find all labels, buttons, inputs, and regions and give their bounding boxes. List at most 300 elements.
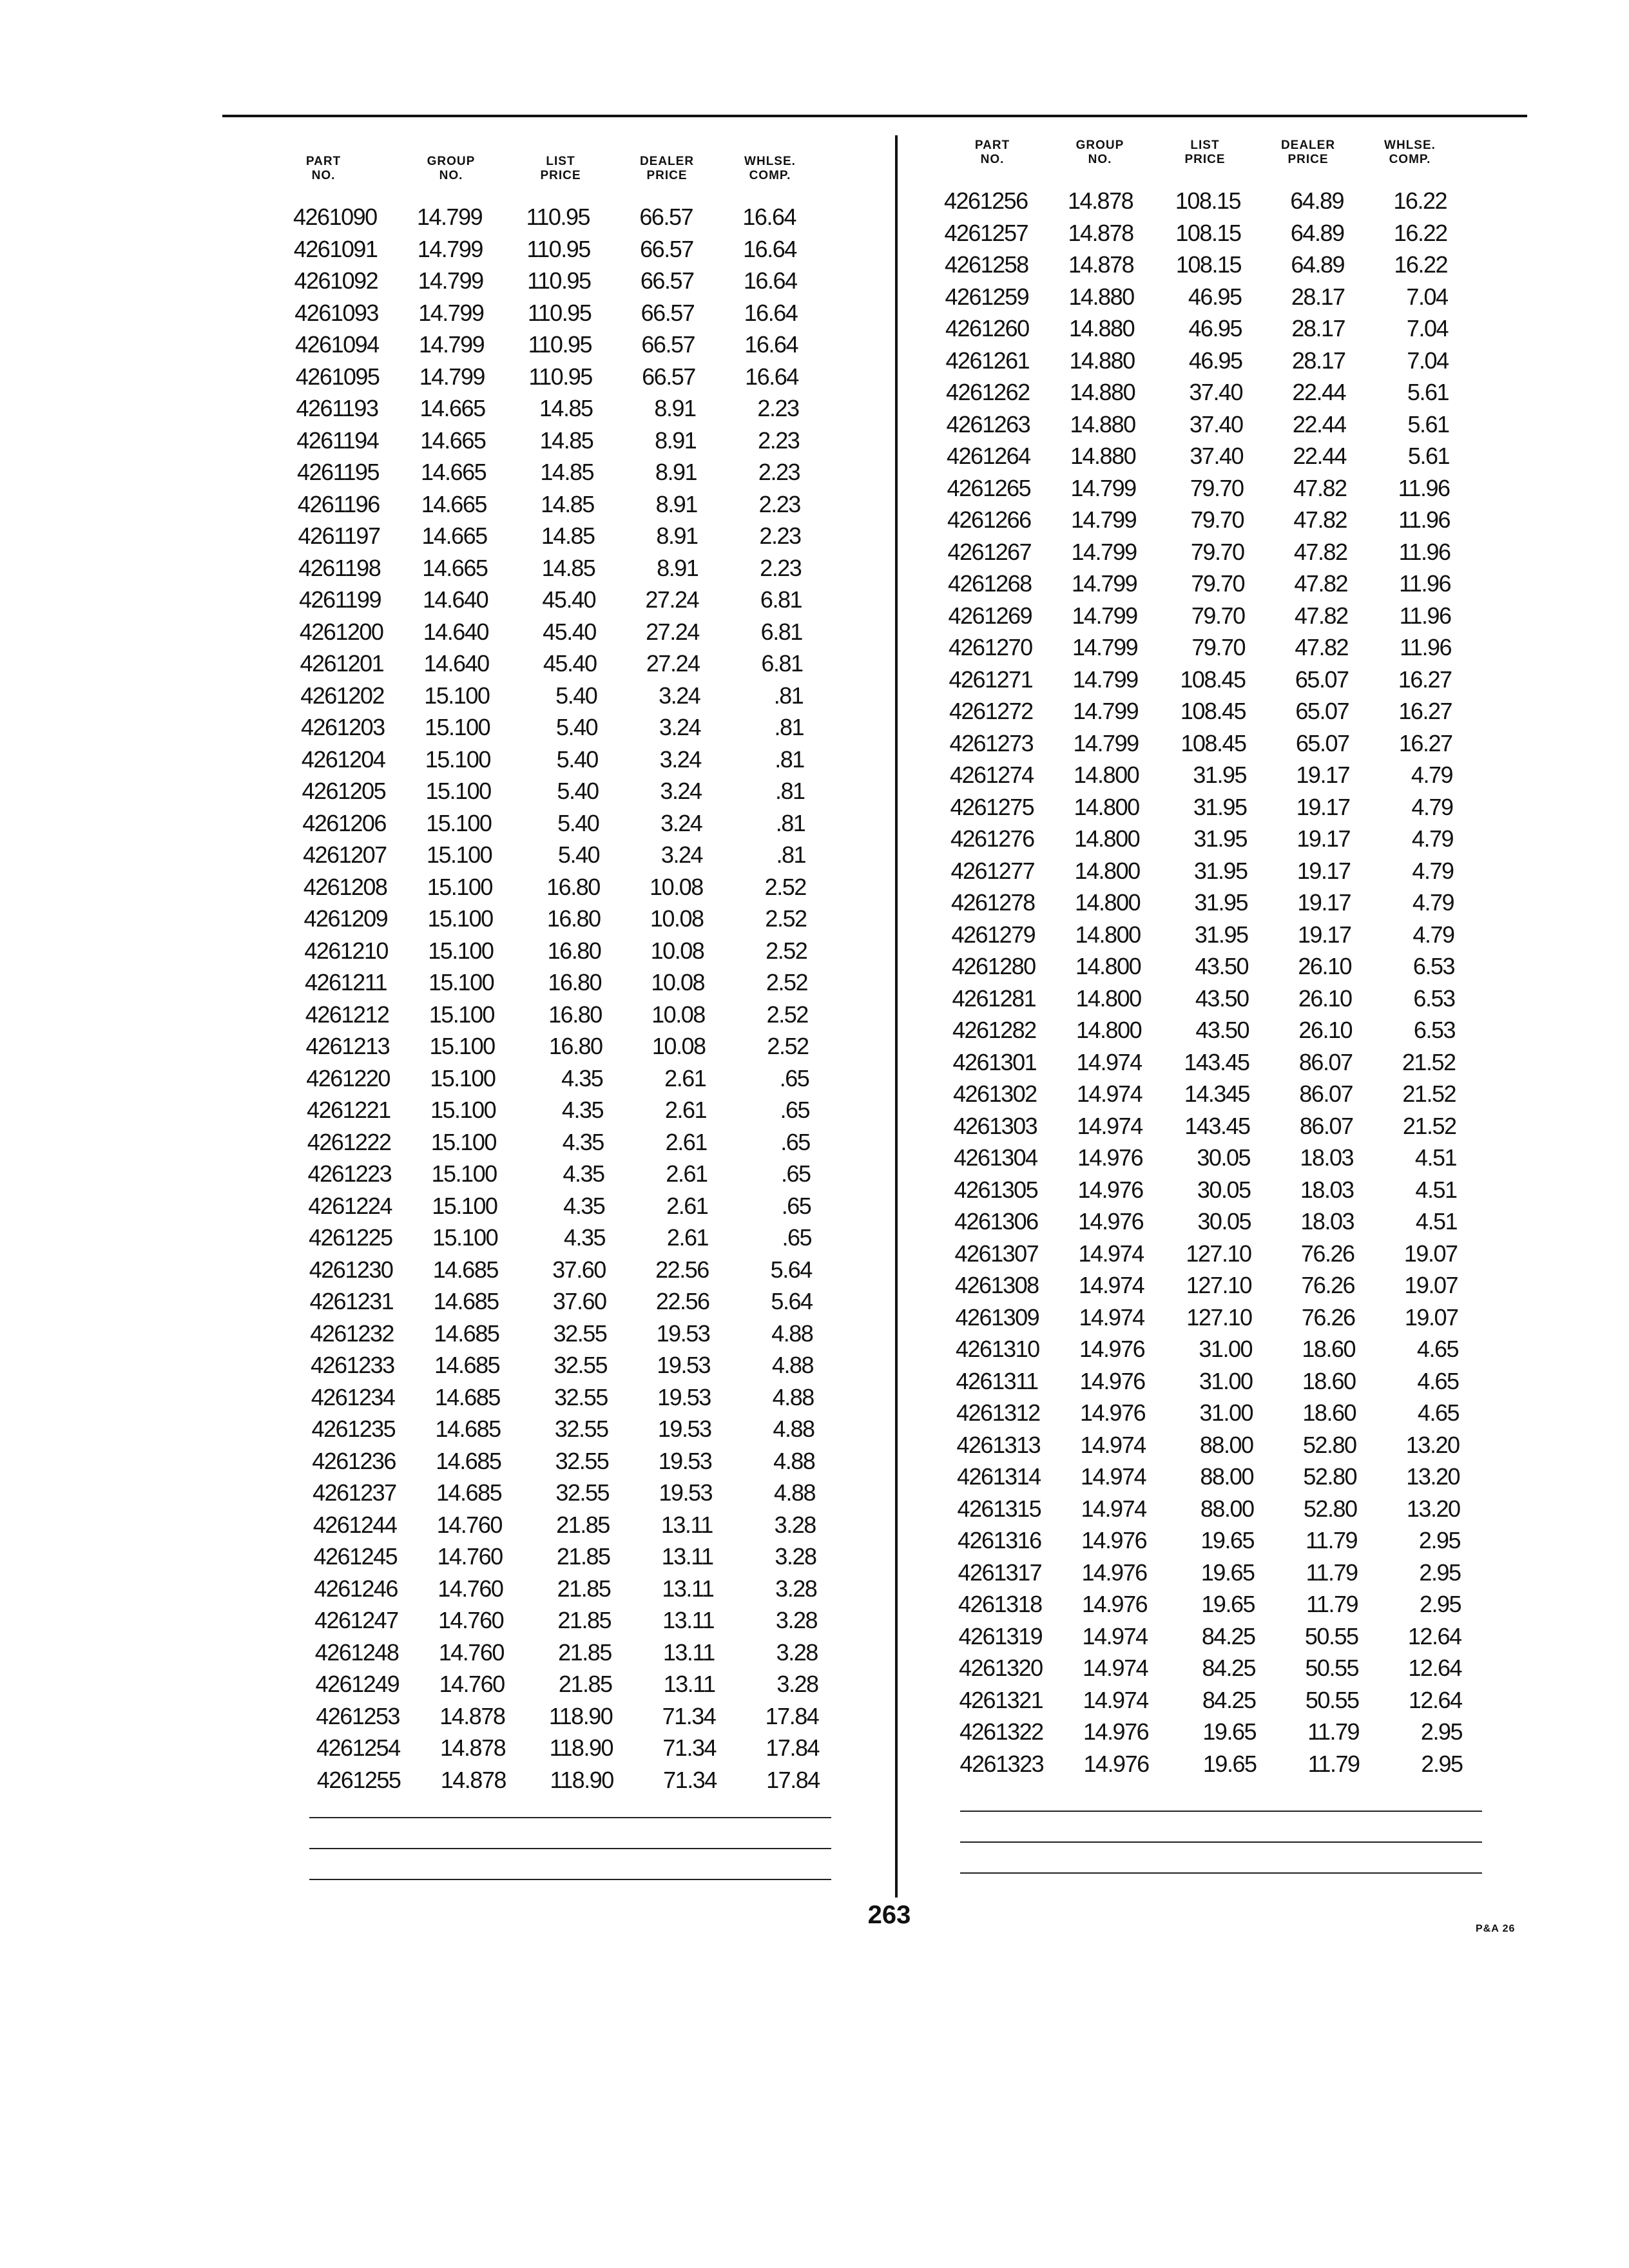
group-no-cell: 14.685 bbox=[434, 1352, 500, 1378]
part-no-cell: 4261317 bbox=[958, 1559, 1042, 1586]
table-row bbox=[952, 950, 1506, 983]
table-row bbox=[297, 456, 851, 488]
whlse-comp-cell: 21.52 bbox=[1402, 1081, 1456, 1107]
table-row bbox=[956, 1302, 1510, 1334]
table-row bbox=[300, 616, 854, 648]
dealer-price-cell: 19.53 bbox=[657, 1383, 711, 1410]
list-price-cell: 118.90 bbox=[550, 1766, 613, 1793]
whlse-comp-cell: 2.95 bbox=[1420, 1718, 1462, 1745]
list-price-cell: 37.40 bbox=[1189, 410, 1243, 437]
part-no-cell: 4261232 bbox=[310, 1320, 394, 1347]
table-row bbox=[302, 775, 856, 807]
dealer-price-cell: 66.57 bbox=[639, 204, 693, 230]
list-price-cell: 4.35 bbox=[563, 1224, 605, 1251]
header-whlse-comp: WHLSE. COMP. bbox=[744, 155, 796, 182]
whlse-comp-cell: 16.64 bbox=[743, 267, 797, 294]
left-price-table bbox=[293, 155, 847, 1796]
whlse-comp-cell: 12.64 bbox=[1408, 1655, 1461, 1681]
part-no-cell: 4261197 bbox=[298, 523, 380, 549]
dealer-price-cell: 19.53 bbox=[658, 1447, 712, 1474]
list-price-cell: 108.45 bbox=[1181, 729, 1246, 756]
list-price-cell: 79.70 bbox=[1191, 634, 1245, 660]
whlse-comp-cell: .81 bbox=[776, 841, 805, 868]
table-row bbox=[313, 1509, 867, 1541]
dealer-price-cell: 2.61 bbox=[664, 1097, 706, 1123]
part-no-cell: 4261204 bbox=[301, 745, 385, 773]
table-row bbox=[958, 1588, 1512, 1620]
dealer-price-cell: 26.10 bbox=[1298, 985, 1352, 1012]
list-price-cell: 19.65 bbox=[1202, 1750, 1257, 1777]
list-price-cell: 32.55 bbox=[555, 1479, 609, 1506]
part-no-cell: 4261308 bbox=[955, 1272, 1039, 1298]
header-part-no: PART NO. bbox=[305, 155, 342, 182]
table-row bbox=[947, 472, 1501, 505]
whlse-comp-cell: 4.88 bbox=[772, 1383, 814, 1410]
part-no-cell: 4261281 bbox=[952, 985, 1036, 1012]
part-no-cell: 4261254 bbox=[316, 1735, 400, 1761]
part-no-cell: 4261273 bbox=[949, 729, 1034, 756]
list-price-cell: 4.35 bbox=[561, 1097, 603, 1123]
list-price-cell: 32.55 bbox=[554, 1383, 608, 1410]
dealer-price-cell: 2.61 bbox=[666, 1192, 708, 1219]
group-no-cell: 14.974 bbox=[1080, 1431, 1146, 1458]
list-price-cell: 30.05 bbox=[1197, 1144, 1250, 1171]
whlse-comp-cell: 4.79 bbox=[1411, 762, 1452, 788]
table-row bbox=[948, 536, 1502, 568]
part-no-cell: 4261311 bbox=[956, 1367, 1038, 1394]
group-no-cell: 14.976 bbox=[1077, 1176, 1143, 1203]
group-no-cell: 14.799 bbox=[1072, 570, 1137, 597]
whlse-comp-cell: 5.61 bbox=[1407, 443, 1449, 469]
dealer-price-cell: 18.03 bbox=[1300, 1208, 1354, 1235]
part-no-cell: 4261301 bbox=[952, 1048, 1037, 1075]
group-no-cell: 14.878 bbox=[1068, 219, 1133, 246]
part-no-cell: 4261233 bbox=[311, 1352, 394, 1378]
dealer-price-cell: 11.79 bbox=[1306, 1527, 1357, 1553]
dealer-price-cell: 18.60 bbox=[1302, 1367, 1356, 1394]
whlse-comp-cell: 4.65 bbox=[1416, 1336, 1458, 1362]
dealer-price-cell: 18.60 bbox=[1302, 1399, 1356, 1426]
dealer-price-cell: 76.26 bbox=[1301, 1272, 1354, 1298]
dealer-price-cell: 71.34 bbox=[662, 1735, 716, 1761]
dealer-price-cell: 66.57 bbox=[641, 299, 695, 326]
list-price-cell: 43.50 bbox=[1195, 953, 1248, 979]
dealer-price-cell: 22.56 bbox=[655, 1256, 709, 1283]
part-no-cell: 4261319 bbox=[958, 1622, 1043, 1649]
dealer-price-cell: 22.44 bbox=[1293, 443, 1346, 469]
group-no-cell: 14.800 bbox=[1074, 825, 1140, 852]
part-no-cell: 4261261 bbox=[945, 347, 1030, 374]
group-no-cell: 14.760 bbox=[436, 1511, 502, 1538]
part-no-cell: 4261269 bbox=[948, 602, 1032, 629]
part-no-cell: 4261237 bbox=[313, 1479, 396, 1506]
table-row bbox=[945, 281, 1499, 313]
part-no-cell: 4261244 bbox=[313, 1511, 397, 1538]
dealer-price-cell: 71.34 bbox=[662, 1702, 716, 1729]
list-price-cell: 110.95 bbox=[528, 331, 592, 358]
part-no-cell: 4261320 bbox=[959, 1655, 1043, 1681]
dealer-price-cell: 18.03 bbox=[1300, 1176, 1354, 1203]
table-row bbox=[954, 1206, 1509, 1238]
list-price-cell: 31.95 bbox=[1193, 793, 1247, 820]
dealer-price-cell: 22.56 bbox=[655, 1288, 709, 1314]
whlse-comp-cell: 12.64 bbox=[1407, 1622, 1461, 1649]
table-row bbox=[314, 1604, 869, 1637]
group-no-cell: 15.100 bbox=[430, 1064, 496, 1091]
dealer-price-cell: 52.80 bbox=[1302, 1431, 1356, 1458]
list-price-cell: 37.40 bbox=[1190, 443, 1243, 469]
whlse-comp-cell: 5.61 bbox=[1407, 410, 1449, 437]
list-price-cell: 21.85 bbox=[557, 1575, 611, 1602]
part-no-cell: 4261271 bbox=[949, 666, 1033, 693]
list-price-cell: 46.95 bbox=[1188, 315, 1242, 341]
group-no-cell: 14.799 bbox=[1072, 602, 1137, 629]
whlse-comp-cell: 6.53 bbox=[1413, 985, 1455, 1012]
whlse-comp-cell: 16.27 bbox=[1398, 698, 1452, 724]
table-row bbox=[307, 1126, 862, 1158]
table-row bbox=[298, 552, 853, 584]
dealer-price-cell: 19.17 bbox=[1296, 857, 1351, 884]
group-no-cell: 14.800 bbox=[1074, 793, 1139, 820]
right-table-header bbox=[944, 139, 1498, 185]
whlse-comp-cell: 13.20 bbox=[1405, 1431, 1460, 1458]
part-no-cell: 4261234 bbox=[311, 1383, 395, 1410]
whlse-comp-cell: 2.23 bbox=[757, 395, 799, 421]
part-no-cell: 4261206 bbox=[302, 809, 386, 836]
part-no-cell: 4261274 bbox=[950, 762, 1034, 788]
whlse-comp-cell: .65 bbox=[782, 1224, 811, 1251]
table-row bbox=[946, 376, 1500, 408]
left-table-body bbox=[293, 201, 847, 1796]
table-row bbox=[300, 648, 854, 680]
group-no-cell: 14.976 bbox=[1079, 1367, 1145, 1394]
list-price-cell: 21.85 bbox=[556, 1511, 610, 1538]
dealer-price-cell: 47.82 bbox=[1293, 506, 1347, 533]
part-no-cell: 4261220 bbox=[306, 1064, 390, 1091]
list-price-cell: 5.40 bbox=[555, 714, 597, 740]
list-price-cell: 4.35 bbox=[561, 1064, 603, 1091]
group-no-cell: 14.800 bbox=[1075, 985, 1141, 1012]
dealer-price-cell: 3.24 bbox=[660, 841, 702, 868]
group-no-cell: 14.665 bbox=[421, 490, 487, 517]
dealer-price-cell: 11.79 bbox=[1307, 1718, 1359, 1745]
group-no-cell: 14.799 bbox=[1073, 729, 1139, 756]
dealer-price-cell: 2.61 bbox=[665, 1128, 707, 1155]
whlse-comp-cell: 12.64 bbox=[1408, 1686, 1462, 1713]
part-no-cell: 4261230 bbox=[309, 1256, 393, 1283]
whlse-comp-cell: 5.64 bbox=[770, 1256, 812, 1283]
whlse-comp-cell: 16.64 bbox=[743, 235, 796, 262]
group-no-cell: 14.640 bbox=[423, 650, 489, 677]
part-no-cell: 4261193 bbox=[296, 395, 378, 421]
group-no-cell: 15.100 bbox=[427, 841, 492, 868]
table-row bbox=[955, 1238, 1509, 1270]
whlse-comp-cell: 4.79 bbox=[1412, 921, 1454, 948]
blank-entry-line bbox=[960, 1841, 1482, 1843]
table-row bbox=[315, 1637, 869, 1669]
whlse-comp-cell: 2.23 bbox=[760, 554, 802, 581]
group-no-cell: 15.100 bbox=[428, 937, 494, 964]
whlse-comp-cell: 6.53 bbox=[1412, 953, 1454, 979]
part-no-cell: 4261207 bbox=[303, 841, 387, 868]
group-no-cell: 14.760 bbox=[437, 1543, 503, 1570]
table-row bbox=[955, 1269, 1509, 1302]
group-no-cell: 14.799 bbox=[1071, 538, 1137, 565]
list-price-cell: 88.00 bbox=[1200, 1495, 1254, 1522]
table-row bbox=[960, 1748, 1514, 1780]
part-no-cell: 4261266 bbox=[947, 506, 1031, 533]
table-row bbox=[956, 1365, 1510, 1398]
list-price-cell: 118.90 bbox=[548, 1702, 613, 1729]
table-row bbox=[298, 488, 852, 521]
table-row bbox=[310, 1318, 864, 1350]
part-no-cell: 4261205 bbox=[302, 778, 386, 804]
whlse-comp-cell: 17.84 bbox=[765, 1702, 819, 1729]
part-no-cell: 4261318 bbox=[958, 1591, 1042, 1617]
header-dealer-price: DEALER PRICE bbox=[1280, 139, 1336, 166]
dealer-price-cell: 86.07 bbox=[1299, 1081, 1353, 1107]
list-price-cell: 14.345 bbox=[1184, 1081, 1249, 1107]
dealer-price-cell: 10.08 bbox=[650, 937, 704, 964]
table-row bbox=[311, 1349, 865, 1381]
whlse-comp-cell: 16.64 bbox=[744, 299, 798, 326]
part-no-cell: 4261221 bbox=[307, 1097, 390, 1123]
whlse-comp-cell: 2.52 bbox=[764, 873, 806, 900]
list-price-cell: 110.95 bbox=[526, 204, 590, 230]
dealer-price-cell: 50.55 bbox=[1304, 1622, 1358, 1649]
group-no-cell: 14.799 bbox=[1071, 506, 1137, 533]
part-no-cell: 4261210 bbox=[304, 937, 388, 964]
dealer-price-cell: 47.82 bbox=[1293, 538, 1347, 565]
table-row bbox=[944, 185, 1498, 217]
dealer-price-cell: 65.07 bbox=[1295, 666, 1349, 693]
group-no-cell: 15.100 bbox=[425, 714, 490, 740]
list-price-cell: 5.40 bbox=[557, 778, 599, 804]
table-row bbox=[959, 1652, 1513, 1684]
group-no-cell: 15.100 bbox=[429, 1001, 494, 1028]
group-no-cell: 14.880 bbox=[1070, 379, 1135, 405]
table-row bbox=[296, 425, 851, 457]
part-no-cell: 4261313 bbox=[956, 1431, 1041, 1458]
part-no-cell: 4261309 bbox=[955, 1303, 1039, 1331]
table-row bbox=[306, 1062, 860, 1095]
whlse-comp-cell: 3.28 bbox=[776, 1671, 818, 1697]
part-no-cell: 4261224 bbox=[308, 1192, 392, 1219]
part-no-cell: 4261200 bbox=[299, 618, 383, 645]
whlse-comp-cell: 16.22 bbox=[1393, 219, 1447, 246]
whlse-comp-cell: .81 bbox=[775, 745, 804, 773]
list-price-cell: 108.15 bbox=[1175, 219, 1241, 246]
table-row bbox=[959, 1684, 1514, 1716]
whlse-comp-cell: 4.79 bbox=[1411, 825, 1453, 852]
table-row bbox=[304, 935, 858, 967]
table-row bbox=[951, 855, 1505, 887]
dealer-price-cell: 65.07 bbox=[1295, 729, 1349, 756]
whlse-comp-cell: 16.64 bbox=[742, 204, 796, 230]
list-price-cell: 84.25 bbox=[1202, 1655, 1255, 1681]
part-no-cell: 4261322 bbox=[959, 1718, 1043, 1745]
list-price-cell: 31.95 bbox=[1193, 762, 1246, 788]
dealer-price-cell: 47.82 bbox=[1295, 634, 1348, 660]
whlse-comp-cell: .65 bbox=[780, 1128, 810, 1155]
whlse-comp-cell: 11.96 bbox=[1398, 474, 1450, 501]
whlse-comp-cell: .81 bbox=[774, 714, 804, 740]
group-no-cell: 15.100 bbox=[424, 682, 490, 709]
whlse-comp-cell: 4.88 bbox=[773, 1447, 815, 1474]
list-price-cell: 88.00 bbox=[1200, 1463, 1253, 1490]
group-no-cell: 14.685 bbox=[435, 1416, 501, 1442]
table-row bbox=[948, 568, 1502, 600]
group-no-cell: 14.880 bbox=[1069, 315, 1135, 341]
whlse-comp-cell: 16.64 bbox=[745, 363, 798, 390]
group-no-cell: 14.880 bbox=[1070, 410, 1135, 437]
list-price-cell: 31.95 bbox=[1194, 889, 1248, 916]
dealer-price-cell: 66.57 bbox=[641, 331, 695, 358]
part-no-cell: 4261195 bbox=[297, 459, 379, 485]
dealer-price-cell: 8.91 bbox=[655, 490, 697, 517]
list-price-cell: 45.40 bbox=[543, 650, 597, 677]
list-price-cell: 46.95 bbox=[1188, 347, 1242, 374]
dealer-price-cell: 10.08 bbox=[651, 1001, 705, 1028]
whlse-comp-cell: 4.79 bbox=[1412, 857, 1454, 884]
whlse-comp-cell: 2.95 bbox=[1419, 1559, 1461, 1586]
group-no-cell: 15.100 bbox=[431, 1160, 497, 1187]
dealer-price-cell: 3.24 bbox=[659, 714, 700, 740]
table-row bbox=[312, 1445, 866, 1477]
group-no-cell: 14.665 bbox=[421, 523, 487, 549]
list-price-cell: 127.10 bbox=[1186, 1303, 1252, 1331]
whlse-comp-cell: 2.52 bbox=[766, 1001, 808, 1028]
group-no-cell: 15.100 bbox=[429, 969, 494, 995]
left-table-header bbox=[293, 155, 847, 201]
table-row bbox=[299, 584, 853, 616]
table-row bbox=[305, 966, 859, 999]
part-no-cell: 4261262 bbox=[946, 379, 1030, 405]
dealer-price-cell: 11.79 bbox=[1306, 1591, 1358, 1617]
part-no-cell: 4261199 bbox=[299, 586, 381, 613]
group-no-cell: 14.665 bbox=[419, 395, 485, 421]
dealer-price-cell: 8.91 bbox=[655, 427, 697, 454]
list-price-cell: 32.55 bbox=[554, 1416, 608, 1442]
group-no-cell: 14.799 bbox=[1072, 634, 1138, 660]
list-price-cell: 19.65 bbox=[1200, 1527, 1254, 1553]
group-no-cell: 14.974 bbox=[1078, 1240, 1144, 1267]
part-no-cell: 4261302 bbox=[953, 1081, 1037, 1107]
table-row bbox=[301, 711, 855, 744]
list-price-cell: 127.10 bbox=[1186, 1240, 1251, 1267]
group-no-cell: 14.799 bbox=[419, 363, 485, 390]
dealer-price-cell: 8.91 bbox=[656, 523, 698, 549]
whlse-comp-cell: 3.28 bbox=[776, 1639, 818, 1666]
group-no-cell: 15.100 bbox=[430, 1097, 496, 1123]
dealer-price-cell: 28.17 bbox=[1291, 283, 1345, 310]
group-no-cell: 15.100 bbox=[432, 1224, 498, 1251]
whlse-comp-cell: .81 bbox=[775, 809, 805, 836]
whlse-comp-cell: 3.28 bbox=[775, 1607, 817, 1633]
list-price-cell: 5.40 bbox=[557, 809, 599, 836]
list-price-cell: 4.35 bbox=[563, 1160, 604, 1187]
table-row bbox=[314, 1541, 868, 1573]
whlse-comp-cell: 2.23 bbox=[758, 490, 800, 517]
list-price-cell: 46.95 bbox=[1188, 283, 1242, 310]
dealer-price-cell: 3.24 bbox=[660, 809, 702, 836]
whlse-comp-cell: 13.20 bbox=[1406, 1463, 1460, 1490]
part-no-cell: 4261255 bbox=[316, 1766, 401, 1793]
whlse-comp-cell: 21.52 bbox=[1402, 1112, 1456, 1139]
table-row bbox=[302, 807, 856, 840]
table-row bbox=[959, 1716, 1514, 1748]
list-price-cell: 4.35 bbox=[562, 1128, 604, 1155]
table-row bbox=[945, 217, 1499, 249]
part-no-cell: 4261323 bbox=[959, 1750, 1044, 1777]
group-no-cell: 14.880 bbox=[1070, 443, 1136, 469]
dealer-price-cell: 13.11 bbox=[663, 1671, 715, 1697]
group-no-cell: 15.100 bbox=[426, 809, 492, 836]
group-no-cell: 15.100 bbox=[425, 778, 491, 804]
dealer-price-cell: 28.17 bbox=[1291, 315, 1345, 341]
dealer-price-cell: 52.80 bbox=[1303, 1495, 1357, 1522]
group-no-cell: 14.685 bbox=[434, 1383, 500, 1410]
whlse-comp-cell: 16.27 bbox=[1398, 666, 1452, 693]
list-price-cell: 31.00 bbox=[1199, 1336, 1252, 1362]
list-price-cell: 5.40 bbox=[557, 841, 599, 868]
part-no-cell: 4261277 bbox=[950, 857, 1035, 884]
dealer-price-cell: 19.53 bbox=[659, 1479, 712, 1506]
list-price-cell: 79.70 bbox=[1191, 570, 1244, 597]
whlse-comp-cell: 2.95 bbox=[1418, 1527, 1460, 1553]
dealer-price-cell: 8.91 bbox=[657, 554, 699, 581]
group-no-cell: 14.799 bbox=[1072, 666, 1138, 693]
part-no-cell: 4261257 bbox=[944, 219, 1028, 246]
list-price-cell: 16.80 bbox=[548, 969, 601, 995]
dealer-price-cell: 19.17 bbox=[1296, 793, 1350, 820]
table-row bbox=[311, 1381, 865, 1414]
part-no-cell: 4261209 bbox=[304, 905, 388, 932]
part-no-cell: 4261225 bbox=[309, 1224, 392, 1251]
table-row bbox=[294, 297, 849, 329]
group-no-cell: 15.100 bbox=[427, 873, 492, 900]
dealer-price-cell: 27.24 bbox=[645, 586, 699, 613]
list-price-cell: 31.95 bbox=[1193, 825, 1247, 852]
whlse-comp-cell: 16.22 bbox=[1394, 251, 1447, 278]
group-no-cell: 14.878 bbox=[440, 1766, 506, 1793]
list-price-cell: 79.70 bbox=[1190, 538, 1244, 565]
list-price-cell: 108.45 bbox=[1180, 698, 1246, 724]
part-no-cell: 4261310 bbox=[956, 1336, 1039, 1362]
top-rule bbox=[222, 115, 1527, 117]
list-price-cell: 37.60 bbox=[552, 1256, 606, 1283]
dealer-price-cell: 2.61 bbox=[664, 1064, 706, 1091]
whlse-comp-cell: 2.52 bbox=[765, 905, 807, 932]
dealer-price-cell: 10.08 bbox=[650, 905, 704, 932]
part-no-cell: 4261236 bbox=[312, 1447, 396, 1474]
group-no-cell: 14.685 bbox=[432, 1256, 498, 1283]
whlse-comp-cell: 13.20 bbox=[1406, 1495, 1460, 1522]
dealer-price-cell: 47.82 bbox=[1293, 474, 1347, 501]
whlse-comp-cell: 7.04 bbox=[1406, 315, 1448, 341]
dealer-price-cell: 19.17 bbox=[1297, 921, 1351, 948]
page-code: P&A 26 bbox=[1476, 1923, 1516, 1934]
whlse-comp-cell: 7.04 bbox=[1407, 347, 1449, 374]
whlse-comp-cell: 6.81 bbox=[760, 618, 802, 645]
dealer-price-cell: 18.60 bbox=[1302, 1336, 1355, 1362]
list-price-cell: 45.40 bbox=[542, 586, 595, 613]
list-price-cell: 143.45 bbox=[1184, 1048, 1249, 1075]
dealer-price-cell: 10.08 bbox=[651, 1033, 706, 1059]
group-no-cell: 14.640 bbox=[423, 586, 488, 613]
part-no-cell: 4261276 bbox=[950, 825, 1034, 852]
whlse-comp-cell: 19.07 bbox=[1404, 1303, 1458, 1331]
